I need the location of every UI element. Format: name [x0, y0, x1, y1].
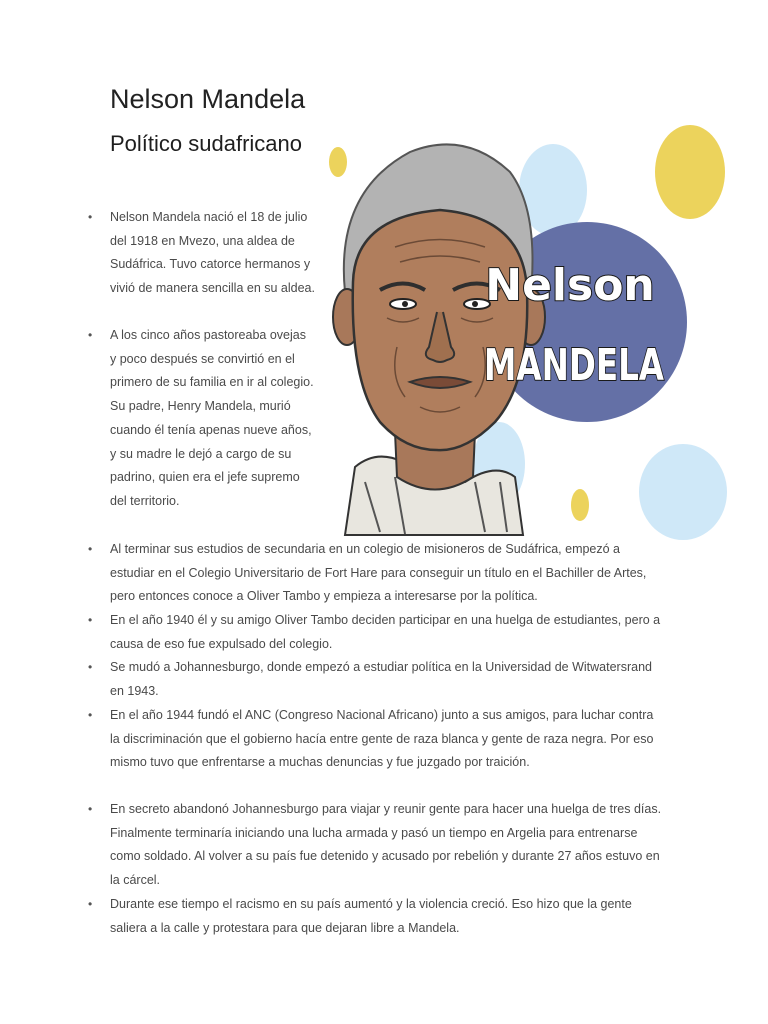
list-item: • En el año 1944 fundó el ANC (Congreso Nacional Africano) junto a sus amigos, para luchar contra la discriminación que el gobierno hacía entre gente de raza blanca y gente de raza negra. Por eso mismo tuvo que enfrentarse a muchas denuncias y fue juzgado por traición. [110, 704, 665, 775]
yellow-dot-left [329, 147, 347, 177]
list-item: • Durante ese tiempo el racismo en su país aumentó y la violencia creció. Eso hizo que la gente saliera a la calle y protestara para que dejaran libre a Mandela. [110, 893, 665, 940]
document-subtitle: Político sudafricano [110, 131, 302, 156]
yellow-dot-top-right [655, 125, 725, 219]
list-item: • Nelson Mandela nació el 18 de julio del 1918 en Mvezo, una aldea de Sudáfrica. Tuvo catorce hermanos y vivió de manera sencilla en su aldea. [110, 206, 315, 301]
list-item: • Se mudó a Johannesburgo, donde empezó a estudiar política en la Universidad de Witwatersrand en 1943. [110, 656, 665, 703]
headline-line-2: MANDELA [484, 340, 664, 391]
list-item: • A los cinco años pastoreaba ovejas y poco después se convirtió en el primero de su familia en ir al colegio. Su padre, Henry Mandela, murió cuando él tenía apenas nueve años, y su madre le dejó a cargo de su padrino, quien era el jefe supremo del territorio. [110, 324, 315, 514]
list-item: • Al terminar sus estudios de secundaria en un colegio de misioneros de Sudáfrica, empezó a estudiar en el Colegio Universitario de Fort Hare para conseguir un título en el Bachiller de Artes, pero entonces conoce a Oliver Tambo y empieza a interesarse por la política. [110, 538, 665, 609]
document-title: Nelson Mandela [110, 84, 306, 114]
list-item: • En el año 1940 él y su amigo Oliver Tambo deciden participar en una huelga de estudiantes, pero a causa de eso fue expulsado del colegio. [110, 609, 665, 656]
list-item: • En secreto abandonó Johannesburgo para viajar y reunir gente para hacer una huelga de tres días. Finalmente terminaría iniciando una lucha armada y pasó un tiempo en Argelia para entrenarse como soldado. Al volver a su país fue detenido y acusado por rebelión y durante 27 años estuvo en la cárcel. [110, 798, 665, 893]
mandela-illustration [325, 132, 690, 535]
headline-line-1: Nelson [485, 260, 655, 311]
yellow-dot-bottom [571, 489, 589, 521]
blue-dot-bottom-right [639, 444, 727, 540]
